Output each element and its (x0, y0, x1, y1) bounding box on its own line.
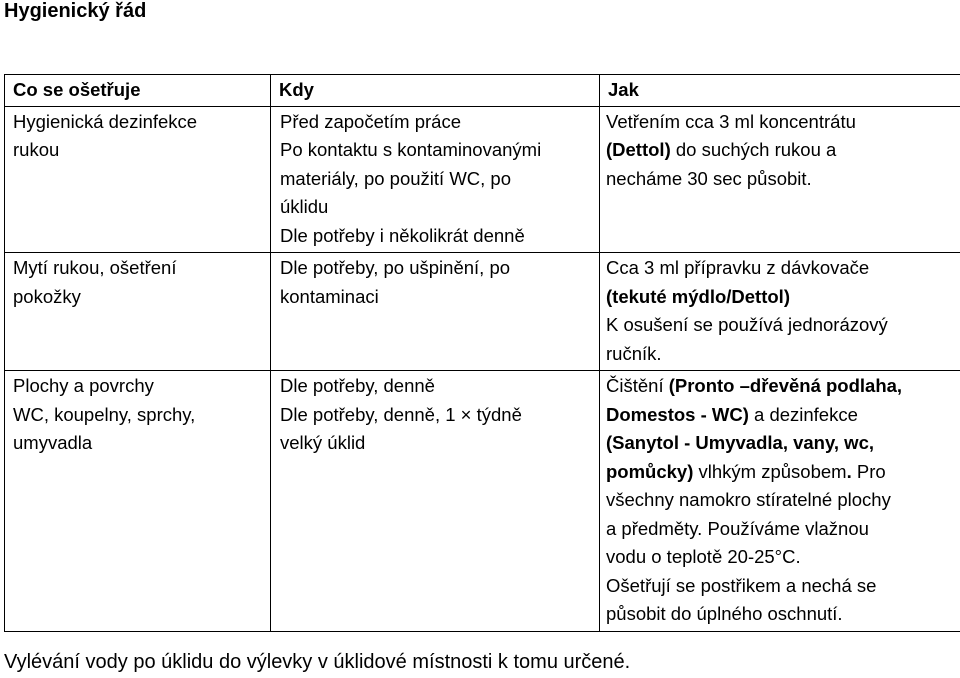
cell-bold-text: pomůcky) (606, 460, 694, 482)
cell-bold-text: . (846, 460, 852, 482)
cell-line (606, 340, 958, 369)
cell-line (606, 515, 958, 544)
cell-text: Pro (851, 460, 886, 482)
cell-bold-text: (Dettol) (606, 139, 671, 160)
cell-text: vodu o teplotě 20-25°C. (606, 546, 801, 567)
page-title: Hygienický řád (4, 0, 147, 22)
cell-line: Po kontaktu s kontaminovanými (280, 139, 542, 160)
cell-line: Mytí rukou, ošetření (13, 257, 177, 278)
cell-line: materiály, po použití WC, po (280, 167, 511, 189)
cell-line (606, 372, 958, 401)
cell-bold-text: (Pronto –dřevěná podlaha, (668, 375, 903, 396)
cell-text: všechny namokro stíratelné plochy (606, 489, 891, 510)
cell-bold-text: (Sanytol - Umyvadla, vany, wc, (606, 432, 874, 453)
cell-when (271, 253, 600, 371)
cell-line: velký úklid (280, 432, 366, 453)
cell-line: Dle potřeby, denně, 1 × týdně (280, 403, 522, 425)
cell-text: působit do úplného oschnutí. (606, 603, 843, 624)
cell-text: Ošetřují se postřikem a nechá se (606, 574, 877, 596)
table-header-row (5, 75, 960, 107)
cell-what (5, 371, 271, 632)
cell-line: úklidu (280, 196, 329, 217)
cell-line (606, 458, 958, 487)
header-when: Kdy (271, 75, 600, 107)
cell-line (606, 136, 958, 165)
cell-line (606, 543, 958, 572)
cell-line (606, 600, 958, 629)
cell-text: Vetřením cca 3 ml koncentrátu (606, 110, 856, 132)
cell-how (600, 106, 960, 253)
cell-text: a předměty. Používáme vlažnou (606, 517, 869, 539)
cell-line: Hygienická dezinfekce (13, 110, 198, 132)
table-row (5, 106, 960, 253)
cell-line (606, 572, 958, 601)
cell-when (271, 106, 600, 253)
cell-line: umyvadla (13, 432, 93, 453)
cell-how (600, 253, 960, 371)
cell-line: Plochy a povrchy (13, 375, 154, 396)
cell-line (606, 401, 958, 430)
cell-how (600, 371, 960, 632)
table-row (5, 371, 960, 632)
cell-line (606, 108, 958, 137)
cell-line: pokožky (13, 285, 81, 307)
cell-line (606, 283, 958, 312)
header-what: Co se ošetřuje (5, 75, 271, 107)
table-row (5, 253, 960, 371)
cell-text: Čištění (606, 375, 669, 396)
cell-text: Cca 3 ml přípravku z dávkovače (606, 257, 870, 278)
cell-bold-text: Domestos - WC) (606, 403, 749, 425)
cell-what (5, 253, 271, 371)
footer-note: Vylévání vody po úklidu do výlevky v úklidové místnosti k tomu určené. (4, 651, 631, 673)
cell-line: Dle potřeby i několikrát denně (280, 224, 525, 246)
cell-line: rukou (13, 139, 60, 160)
header-how: Jak (600, 75, 960, 107)
cell-text: necháme 30 sec působit. (606, 167, 812, 189)
cell-line: Před započetím práce (280, 110, 461, 132)
cell-when (271, 371, 600, 632)
cell-what (5, 106, 271, 253)
cell-text: K osušení se používá jednorázový (606, 314, 888, 335)
cell-text: ručník. (606, 342, 662, 364)
cell-line: WC, koupelny, sprchy, (13, 403, 196, 425)
cell-bold-text: (tekuté mýdlo/Dettol) (606, 285, 790, 307)
cell-line (606, 254, 958, 283)
cell-text: vlhkým způsobem (693, 460, 847, 482)
cell-line: kontaminaci (280, 285, 379, 307)
cell-line: Dle potřeby, denně (280, 375, 435, 396)
cell-text: a dezinfekce (748, 403, 858, 425)
cell-line (606, 486, 958, 515)
cell-line (606, 311, 958, 340)
cell-line (606, 165, 958, 194)
cell-line: Dle potřeby, po ušpinění, po (280, 257, 511, 278)
hygiene-table (4, 74, 960, 632)
cell-line (606, 429, 958, 458)
cell-text: do suchých rukou a (670, 139, 837, 160)
